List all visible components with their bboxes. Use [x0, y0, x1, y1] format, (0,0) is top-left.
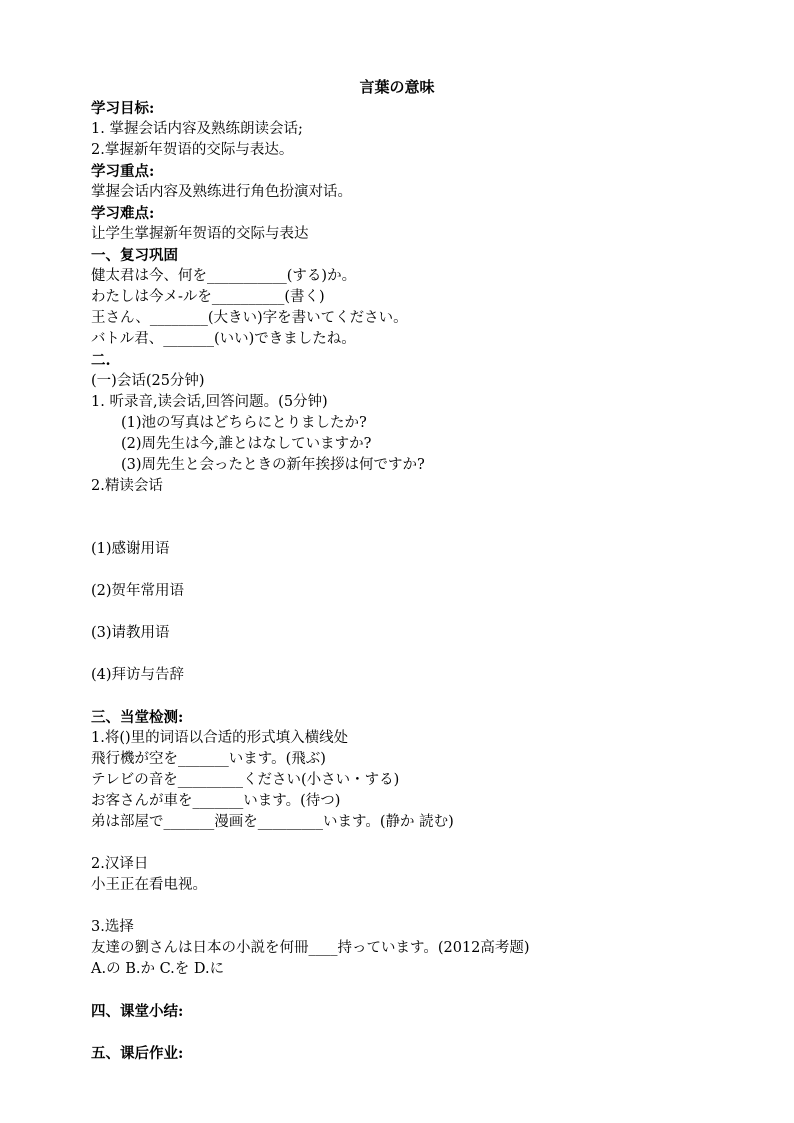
- fill-task: 1.将()里的词语以合适的形式填入横线处: [91, 730, 349, 746]
- fill-exercise: 弟は部屋で_______漫画を_________います。(静か 読む): [91, 814, 454, 830]
- translate-text: 小王正在看电视。: [91, 877, 207, 893]
- document-title: 言葉の意味: [359, 78, 435, 96]
- review-exercise: わたしは今メ-ルを__________(書く): [91, 289, 325, 305]
- conversation-heading: (一)会话(25分钟): [91, 373, 205, 389]
- intensive-reading-heading: 2.精读会话: [91, 478, 163, 494]
- focus-heading: 学习重点:: [91, 163, 155, 180]
- review-exercise: 健太君は今、何を___________(する)か。: [91, 268, 357, 284]
- translate-task: 2.汉译日: [91, 856, 149, 872]
- choice-task: 3.选择: [91, 919, 134, 935]
- fill-exercise: テレビの音を_________ください(小さい・する): [91, 772, 400, 788]
- summary-heading: 四、课堂小结:: [91, 1003, 184, 1020]
- goal-item: 1. 掌握会话内容及熟练朗读会话;: [91, 121, 303, 137]
- focus-text: 掌握会话内容及熟练进行角色扮演对话。: [91, 184, 352, 200]
- review-exercise: 王さん、________(大きい)字を書いてください。: [91, 310, 408, 326]
- goal-item: 2.掌握新年贺语的交际与表达。: [91, 142, 294, 158]
- fill-exercise: 飛行機が空を_______います。(飛ぶ): [91, 751, 326, 767]
- test-heading: 三、当堂检测:: [91, 709, 184, 726]
- question-item: (1)池の写真はどちらにとりましたか?: [121, 415, 367, 431]
- difficulty-heading: 学习难点:: [91, 205, 155, 222]
- choice-options: A.の B.か C.を D.に: [91, 961, 225, 977]
- document-body: [91, 98, 731, 1064]
- reading-item: (1)感谢用语: [91, 541, 170, 557]
- question-item: (3)周先生と会ったときの新年挨拶は何ですか?: [121, 457, 425, 473]
- review-heading: 一、复习巩固: [91, 247, 178, 264]
- review-exercise: バトル君、_______(いい)できましたね。: [91, 331, 356, 347]
- homework-heading: 五、课后作业:: [91, 1045, 184, 1062]
- reading-item: (3)请教用语: [91, 625, 170, 641]
- reading-item: (4)拜访与告辞: [91, 667, 185, 683]
- fill-exercise: お客さんが車を_______います。(待つ): [91, 793, 341, 809]
- goals-heading: 学习目标:: [91, 100, 155, 117]
- question-item: (2)周先生は今,誰とはなしていますか?: [121, 436, 372, 452]
- difficulty-text: 让学生掌握新年贺语的交际与表达: [91, 226, 309, 242]
- choice-question: 友達の劉さんは日本の小説を何冊____持っています。(2012高考题): [91, 940, 530, 956]
- listening-task: 1. 听录音,读会话,回答问题。(5分钟): [91, 394, 328, 410]
- reading-item: (2)贺年常用语: [91, 583, 185, 599]
- section-two-heading: 二.: [91, 352, 111, 369]
